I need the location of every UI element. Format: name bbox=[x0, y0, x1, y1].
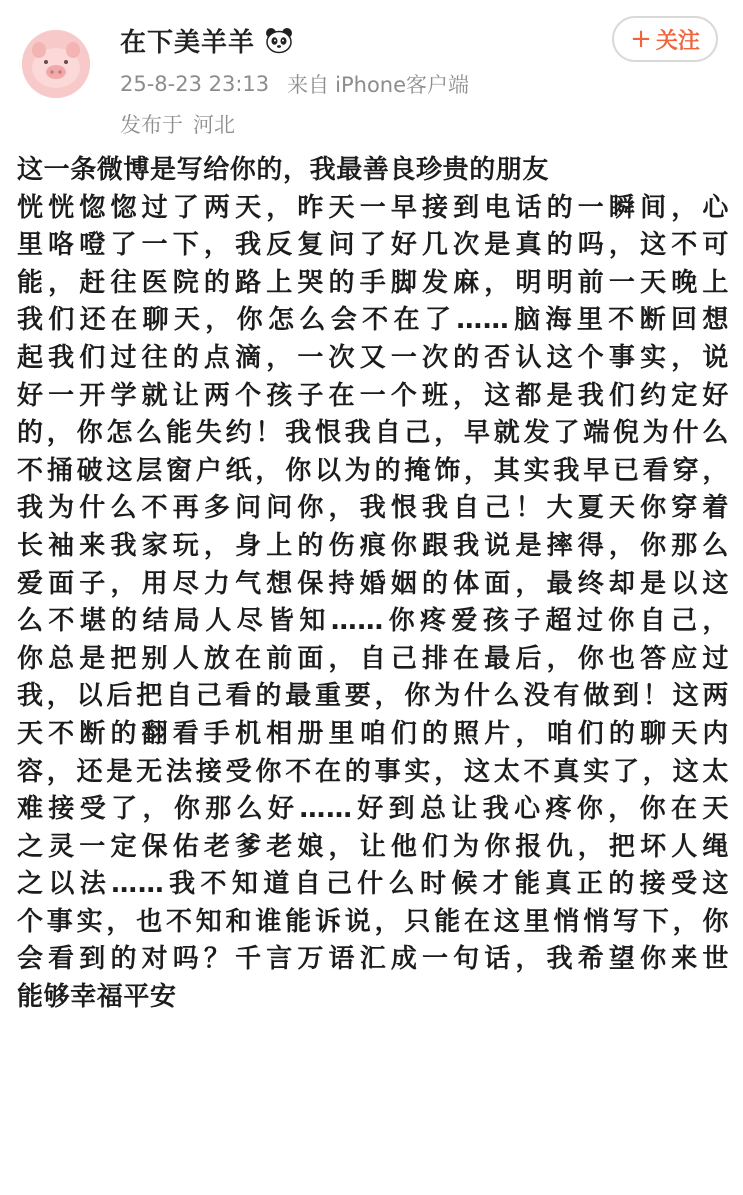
avatar[interactable] bbox=[22, 30, 90, 98]
post-line: 之灵一定保佑老爹老娘，让他们为你报仇，把坏人绳 bbox=[17, 831, 729, 862]
post-location bbox=[120, 106, 235, 142]
follow-label: 关注 bbox=[655, 28, 700, 54]
username[interactable]: 在下美羊羊 bbox=[120, 27, 256, 58]
post-line: 我们还在聊天，你怎么会不在了……脑海里不断回想 bbox=[17, 305, 729, 336]
post-line: 会看到的对吗？千言万语汇成一句话，我希望你来世 bbox=[17, 944, 729, 975]
post-line: 里咯噔了一下，我反复问了好几次是真的吗，这不可 bbox=[17, 230, 729, 261]
post-timestamp: 25-8-23 23:13 bbox=[120, 72, 270, 96]
location-name: 河北 bbox=[193, 113, 235, 137]
post-line: 个事实，也不知和谁能诉说，只能在这里悄悄写下，你 bbox=[17, 906, 729, 937]
post-line: 我，以后把自己看的最重要，你为什么没有做到！这两 bbox=[17, 681, 729, 712]
post-line: 这一条微博是写给你的，我最善良珍贵的朋友 bbox=[17, 155, 550, 185]
location-prefix: 发布于 bbox=[120, 113, 183, 137]
post-line: 难接受了，你那么好……好到总让我心疼你，你在天 bbox=[17, 794, 729, 825]
username-row bbox=[120, 20, 293, 60]
post-line: 我为什么不再多问问你，我恨我自己！大夏天你穿着 bbox=[17, 493, 729, 524]
post-line: 天不断的翻看手机相册里咱们的照片，咱们的聊天内 bbox=[17, 718, 729, 749]
post-line: 不捅破这层窗户纸，你以为的掩饰，其实我早已看穿， bbox=[17, 455, 729, 486]
post-line: 爱面子，用尽力气想保持婚姻的体面，最终却是以这 bbox=[17, 568, 729, 599]
post-body bbox=[17, 152, 729, 1017]
post-line: 你总是把别人放在前面，自己排在最后，你也答应过 bbox=[17, 643, 729, 674]
plus-icon: + bbox=[630, 24, 652, 54]
post-line: 能，赶往医院的路上哭的手脚发麻，明明前一天晚上 bbox=[17, 267, 729, 298]
post-line: 长袖来我家玩，身上的伤痕你跟我说是摔得，你那么 bbox=[17, 530, 729, 561]
post-source: iPhone客户端 bbox=[335, 73, 470, 97]
post-line: 的，你怎么能失约！我恨我自己，早就发了端倪为什么 bbox=[17, 418, 729, 449]
post-line: 之以法……我不知道自己什么时候才能真正的接受这 bbox=[17, 869, 729, 900]
follow-button[interactable] bbox=[612, 16, 718, 62]
post-line: 么不堪的结局人尽皆知……你疼爱孩子超过你自己， bbox=[17, 606, 729, 637]
post-meta bbox=[120, 66, 469, 102]
panda-icon bbox=[265, 26, 293, 54]
post-line: 能够幸福平安 bbox=[17, 982, 177, 1013]
post-line: 容，还是无法接受你不在的事实，这太不真实了，这太 bbox=[17, 756, 729, 787]
source-prefix: 来自 bbox=[287, 73, 330, 97]
post-header bbox=[0, 0, 743, 150]
pig-avatar-icon bbox=[22, 30, 90, 98]
post-line: 恍恍惚惚过了两天，昨天一早接到电话的一瞬间，心 bbox=[17, 192, 729, 223]
post-line: 好一开学就让两个孩子在一个班，这都是我们约定好 bbox=[17, 380, 729, 411]
post-line: 起我们过往的点滴，一次又一次的否认这个事实，说 bbox=[17, 342, 729, 373]
